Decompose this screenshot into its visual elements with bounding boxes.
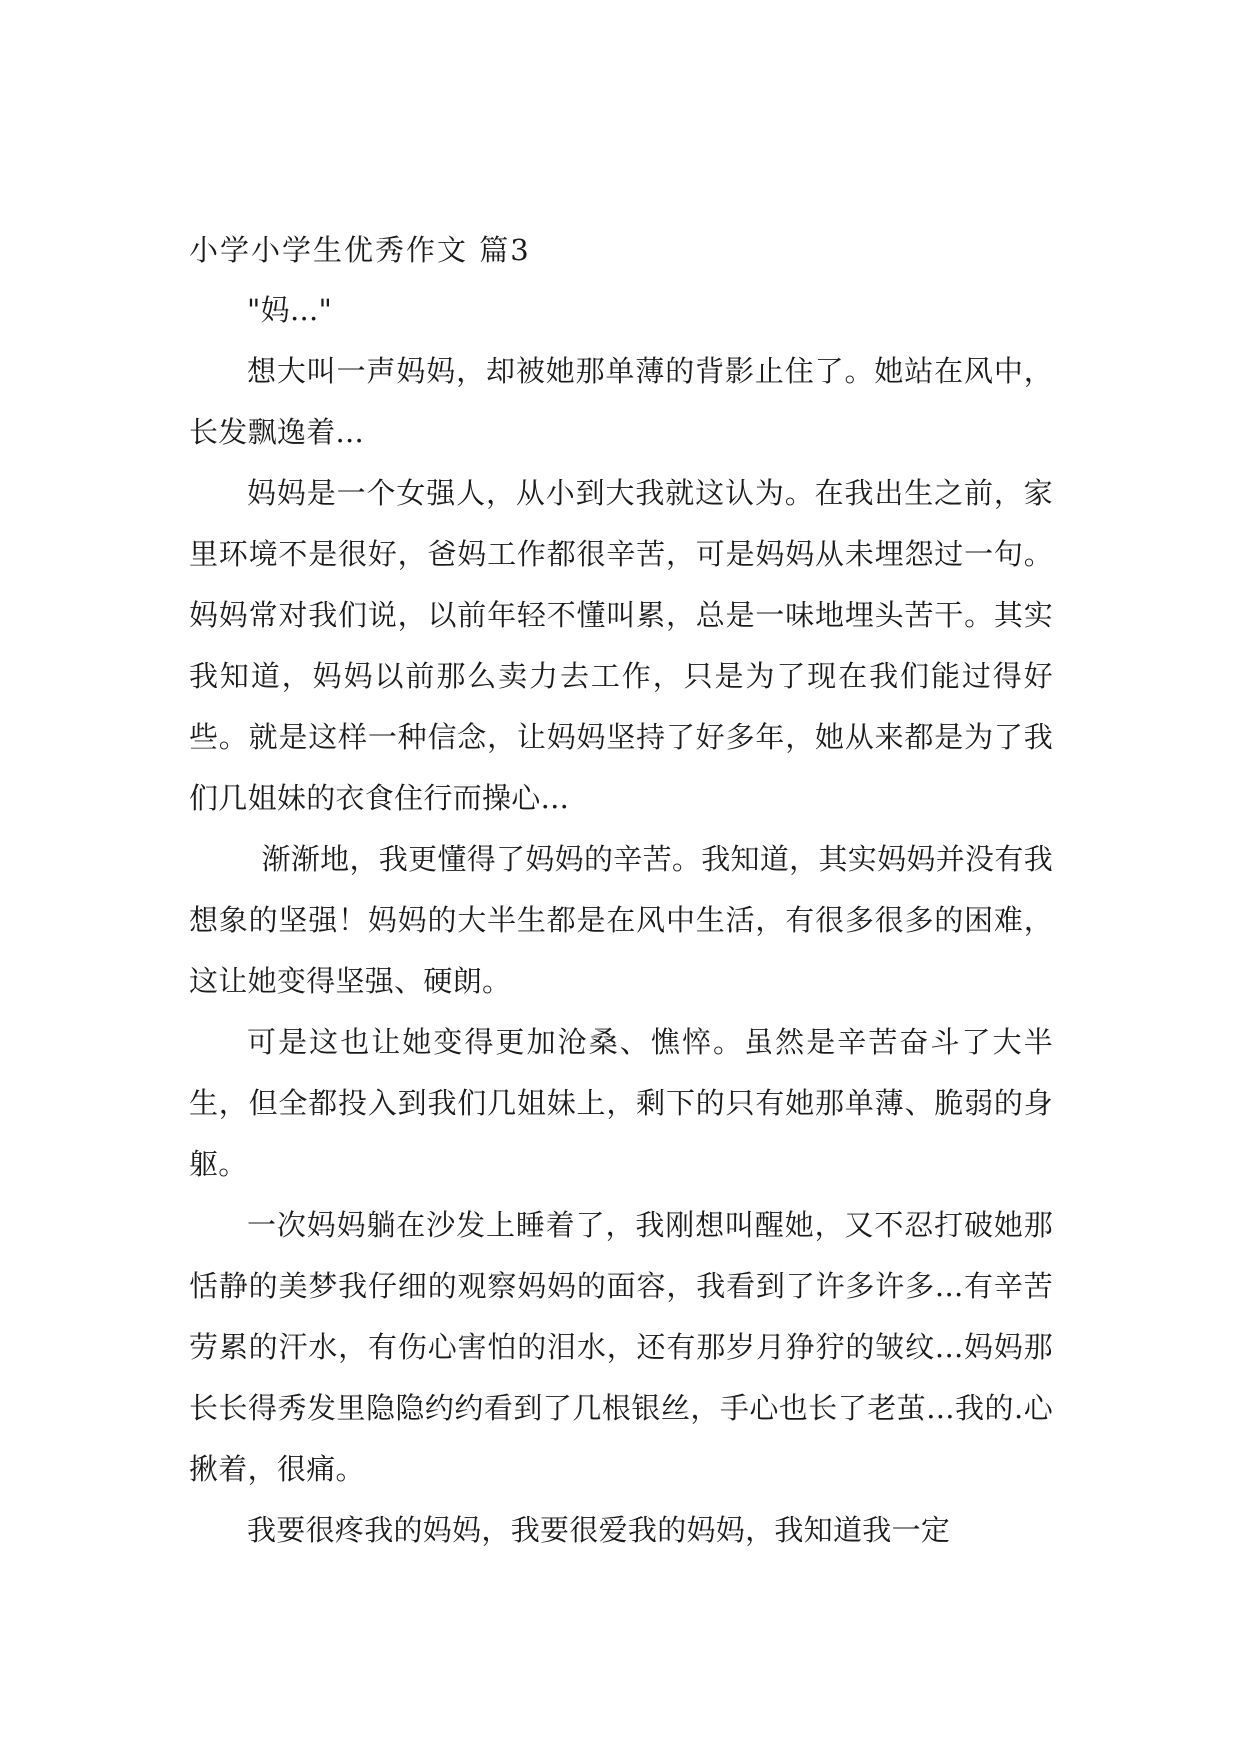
paragraph-5: 可是这也让她变得更加沧桑、憔悴。虽然是辛苦奋斗了大半生，但全都投入到我们几姐妹上，剩下的只有她那单薄、脆弱的身躯。 [189,1025,1053,1181]
paragraph-2: 想大叫一声妈妈，却被她那单薄的背影止住了。她站在风中，长发飘逸着... [189,354,1053,449]
paragraph-6: 一次妈妈躺在沙发上睡着了，我刚想叫醒她，又不忍打破她那恬静的美梦我仔细的观察妈妈的面容，我看到了许多许多...有辛苦劳累的汗水，有伤心害怕的泪水，还有那岁月狰狞的皱纹...妈妈那长长得秀发里隐隐约约看到了几根银丝，手心也长了老茧...我的.心揪着，很痛。 [189,1208,1053,1486]
essay-title: 小学小学生优秀作文 篇3 [189,233,531,267]
paragraph-1: "妈..." [247,293,333,327]
paragraph-4: 渐渐地，我更懂得了妈妈的辛苦。我知道，其实妈妈并没有我想象的坚强！妈妈的大半生都是在风中生活，有很多很多的困难，这让她变得坚强、硬朗。 [189,842,1053,998]
document-body [189,220,1053,1561]
paragraph-3: 妈妈是一个女强人，从小到大我就这认为。在我出生之前，家里环境不是很好，爸妈工作都很辛苦，可是妈妈从未埋怨过一句。妈妈常对我们说，以前年轻不懂叫累，总是一味地埋头苦干。其实我知道，妈妈以前那么卖力去工作，只是为了现在我们能过得好些。就是这样一种信念，让妈妈坚持了好多年，她从来都是为了我们几姐妹的衣食住行而操心... [189,476,1053,815]
paragraph-7: 我要很疼我的妈妈，我要很爱我的妈妈，我知道我一定 [247,1513,951,1547]
